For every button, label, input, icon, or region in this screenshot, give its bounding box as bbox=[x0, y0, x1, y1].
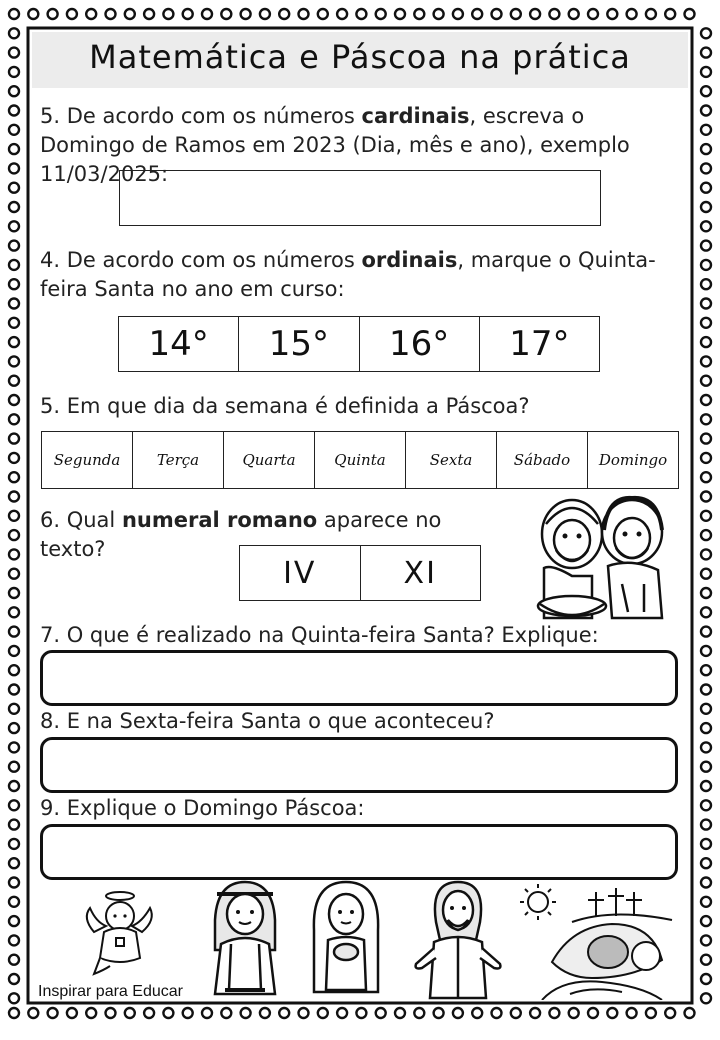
border-circle bbox=[607, 1008, 617, 1018]
border-circle bbox=[701, 163, 711, 173]
border-circle bbox=[549, 9, 559, 19]
border-circle bbox=[9, 202, 19, 212]
border-circle bbox=[9, 279, 19, 289]
border-circle bbox=[9, 376, 19, 386]
border-circle bbox=[183, 9, 193, 19]
ordinal-options bbox=[118, 316, 600, 372]
border-circle bbox=[9, 67, 19, 77]
page-title: Matemática e Páscoa na prática bbox=[89, 38, 631, 76]
border-circle bbox=[549, 1008, 559, 1018]
border-circle bbox=[701, 376, 711, 386]
border-circle bbox=[701, 144, 711, 154]
border-circle bbox=[125, 1008, 135, 1018]
border-circle bbox=[9, 106, 19, 116]
border-circle bbox=[144, 1008, 154, 1018]
border-circle bbox=[299, 1008, 309, 1018]
border-circle bbox=[701, 492, 711, 502]
border-circle bbox=[9, 916, 19, 926]
border-circle bbox=[414, 1008, 424, 1018]
question-domingo-pascoa: 9. Explique o Domingo Páscoa: bbox=[40, 796, 365, 820]
border-circle bbox=[701, 28, 711, 38]
border-circle bbox=[163, 1008, 173, 1018]
border-circle bbox=[9, 1008, 19, 1018]
border-circle bbox=[9, 762, 19, 772]
border-circle bbox=[183, 1008, 193, 1018]
question-weekday: 5. Em que dia da semana é definida a Páscoa? bbox=[40, 394, 530, 418]
border-circle bbox=[67, 1008, 77, 1018]
border-circle bbox=[701, 453, 711, 463]
border-circle bbox=[395, 1008, 405, 1018]
angel-illustration bbox=[80, 888, 160, 980]
border-circle bbox=[318, 9, 328, 19]
question-cardinais: 5. De acordo com os números cardinais, escreva o Domingo de Ramos em 2023 (Dia, mês e ano), exemplo 11/03/2025: bbox=[40, 104, 630, 186]
weekday-option[interactable]: Domingo bbox=[598, 451, 668, 469]
border-circle bbox=[9, 183, 19, 193]
ordinal-option[interactable]: 16° bbox=[360, 317, 480, 371]
border-circle bbox=[241, 9, 251, 19]
border-circle bbox=[701, 202, 711, 212]
question-ordinais: 4. De acordo com os números ordinais, marque o Quinta-feira Santa no ano em curso: bbox=[40, 248, 656, 301]
jesus-illustration bbox=[410, 878, 506, 1002]
border-circle bbox=[701, 414, 711, 424]
border-circle bbox=[414, 9, 424, 19]
border-circle bbox=[701, 955, 711, 965]
border-circle bbox=[202, 9, 212, 19]
weekday-option[interactable]: Terça bbox=[133, 432, 224, 488]
border-circle bbox=[530, 9, 540, 19]
border-circle bbox=[9, 781, 19, 791]
border-circle bbox=[701, 685, 711, 695]
border-circle bbox=[701, 260, 711, 270]
border-circle bbox=[701, 472, 711, 482]
border-circle bbox=[9, 356, 19, 366]
border-circle bbox=[9, 549, 19, 559]
border-circle bbox=[337, 1008, 347, 1018]
border-circle bbox=[9, 472, 19, 482]
border-circle bbox=[701, 993, 711, 1003]
border-circle bbox=[9, 742, 19, 752]
border-circle bbox=[9, 299, 19, 309]
border-circle bbox=[9, 935, 19, 945]
border-circle bbox=[701, 781, 711, 791]
border-circle bbox=[701, 106, 711, 116]
border-circle bbox=[472, 1008, 482, 1018]
border-circle bbox=[701, 723, 711, 733]
empty-tomb-illustration bbox=[512, 882, 678, 1000]
answer-box-sexta-feira[interactable] bbox=[40, 737, 678, 793]
border-circle bbox=[221, 9, 231, 19]
border-circle bbox=[701, 356, 711, 366]
border-circle bbox=[453, 9, 463, 19]
border-circle bbox=[9, 434, 19, 444]
question-number: 6. bbox=[40, 508, 61, 532]
border-circle bbox=[701, 125, 711, 135]
border-circle bbox=[472, 9, 482, 19]
border-circle bbox=[9, 260, 19, 270]
border-circle bbox=[9, 163, 19, 173]
border-circle bbox=[453, 1008, 463, 1018]
border-circle bbox=[492, 9, 502, 19]
border-circle bbox=[9, 569, 19, 579]
border-circle bbox=[9, 607, 19, 617]
roman-options bbox=[239, 545, 481, 601]
man-illustration bbox=[205, 880, 285, 1000]
border-circle bbox=[28, 1008, 38, 1018]
border-circle bbox=[48, 9, 58, 19]
border-circle bbox=[106, 1008, 116, 1018]
mary-illustration bbox=[308, 880, 384, 1000]
border-circle bbox=[9, 646, 19, 656]
border-circle bbox=[376, 1008, 386, 1018]
border-circle bbox=[356, 9, 366, 19]
border-circle bbox=[9, 665, 19, 675]
border-circle bbox=[9, 723, 19, 733]
border-circle bbox=[646, 1008, 656, 1018]
question-number: 5. bbox=[40, 104, 61, 128]
border-circle bbox=[260, 1008, 270, 1018]
border-circle bbox=[701, 646, 711, 656]
border-circle bbox=[685, 1008, 695, 1018]
border-circle bbox=[701, 935, 711, 945]
border-circle bbox=[241, 1008, 251, 1018]
question-sexta-feira: 8. E na Sexta-feira Santa o que aconteceu? bbox=[40, 709, 495, 733]
border-circle bbox=[144, 9, 154, 19]
border-circle bbox=[511, 9, 521, 19]
border-circle bbox=[9, 395, 19, 405]
question-number: 4. bbox=[40, 248, 61, 272]
weekday-option[interactable]: Segunda bbox=[42, 432, 133, 488]
border-circle bbox=[701, 530, 711, 540]
border-circle bbox=[701, 704, 711, 714]
border-circle bbox=[9, 627, 19, 637]
weekday-options bbox=[41, 431, 679, 489]
border-circle bbox=[530, 1008, 540, 1018]
border-circle bbox=[701, 742, 711, 752]
border-circle bbox=[701, 183, 711, 193]
border-circle bbox=[376, 9, 386, 19]
border-circle bbox=[337, 9, 347, 19]
roman-option[interactable]: XI bbox=[403, 555, 437, 591]
weekday-option[interactable]: Sexta bbox=[406, 432, 497, 488]
border-circle bbox=[511, 1008, 521, 1018]
border-circle bbox=[627, 9, 637, 19]
border-circle bbox=[9, 530, 19, 540]
border-circle bbox=[202, 1008, 212, 1018]
question-roman: 6. Qual numeral romano aparece no texto? bbox=[40, 508, 442, 561]
border-circle bbox=[9, 221, 19, 231]
border-circle bbox=[701, 588, 711, 598]
border-circle bbox=[9, 588, 19, 598]
border-circle bbox=[701, 86, 711, 96]
border-circle bbox=[588, 9, 598, 19]
border-circle bbox=[701, 916, 711, 926]
border-circle bbox=[569, 9, 579, 19]
border-circle bbox=[701, 665, 711, 675]
border-circle bbox=[356, 1008, 366, 1018]
border-circle bbox=[701, 858, 711, 868]
border-circle bbox=[665, 9, 675, 19]
footer-credit: Inspirar para Educar bbox=[38, 983, 183, 1000]
bold-keyword: numeral romano bbox=[121, 508, 318, 532]
border-circle bbox=[48, 1008, 58, 1018]
border-circle bbox=[9, 993, 19, 1003]
border-circle bbox=[9, 48, 19, 58]
ordinal-option[interactable]: 17° bbox=[509, 324, 570, 364]
border-circle bbox=[9, 414, 19, 424]
answer-box-quinta-feira[interactable] bbox=[40, 650, 678, 706]
roman-option[interactable]: IV bbox=[240, 546, 361, 600]
border-circle bbox=[9, 241, 19, 251]
border-circle bbox=[9, 800, 19, 810]
border-circle bbox=[9, 955, 19, 965]
border-circle bbox=[701, 878, 711, 888]
border-circle bbox=[701, 241, 711, 251]
border-circle bbox=[9, 337, 19, 347]
border-circle bbox=[9, 974, 19, 984]
border-circle bbox=[9, 511, 19, 521]
border-circle bbox=[9, 685, 19, 695]
border-circle bbox=[9, 820, 19, 830]
border-circle bbox=[701, 800, 711, 810]
border-circle bbox=[701, 820, 711, 830]
border-circle bbox=[279, 1008, 289, 1018]
border-circle bbox=[607, 9, 617, 19]
border-circle bbox=[701, 318, 711, 328]
border-circle bbox=[125, 9, 135, 19]
border-circle bbox=[701, 607, 711, 617]
border-circle bbox=[701, 627, 711, 637]
border-circle bbox=[9, 318, 19, 328]
border-circle bbox=[434, 9, 444, 19]
border-circle bbox=[701, 395, 711, 405]
weekday-option[interactable]: Sábado bbox=[497, 432, 588, 488]
border-circle bbox=[701, 569, 711, 579]
border-circle bbox=[701, 511, 711, 521]
border-circle bbox=[701, 762, 711, 772]
border-circle bbox=[318, 1008, 328, 1018]
border-circle bbox=[9, 858, 19, 868]
border-circle bbox=[646, 9, 656, 19]
border-circle bbox=[9, 86, 19, 96]
bold-keyword: cardinais bbox=[361, 104, 470, 128]
border-circle bbox=[9, 28, 19, 38]
border-circle bbox=[221, 1008, 231, 1018]
border-circle bbox=[492, 1008, 502, 1018]
border-circle bbox=[9, 144, 19, 154]
border-circle bbox=[299, 9, 309, 19]
bold-keyword: ordinais bbox=[361, 248, 458, 272]
answer-box-domingo-pascoa[interactable] bbox=[40, 824, 678, 880]
border-circle bbox=[701, 839, 711, 849]
weekday-option[interactable]: Quarta bbox=[224, 432, 315, 488]
border-circle bbox=[163, 9, 173, 19]
border-circle bbox=[9, 704, 19, 714]
border-circle bbox=[701, 48, 711, 58]
border-circle bbox=[9, 878, 19, 888]
border-circle bbox=[9, 492, 19, 502]
border-circle bbox=[106, 9, 116, 19]
border-circle bbox=[701, 897, 711, 907]
border-circle bbox=[9, 897, 19, 907]
border-circle bbox=[701, 337, 711, 347]
border-circle bbox=[701, 974, 711, 984]
border-circle bbox=[9, 9, 19, 19]
border-circle bbox=[701, 299, 711, 309]
border-circle bbox=[279, 9, 289, 19]
question-quinta-feira: 7. O que é realizado na Quinta-feira Santa? Explique: bbox=[40, 623, 599, 647]
border-circle bbox=[86, 1008, 96, 1018]
border-circle bbox=[627, 1008, 637, 1018]
border-circle bbox=[9, 839, 19, 849]
answer-box-date[interactable] bbox=[119, 170, 601, 226]
border-circle bbox=[9, 453, 19, 463]
border-circle bbox=[685, 9, 695, 19]
border-circle bbox=[701, 549, 711, 559]
border-circle bbox=[260, 9, 270, 19]
border-circle bbox=[434, 1008, 444, 1018]
ordinal-option[interactable]: 14° bbox=[119, 317, 239, 371]
ordinal-option[interactable]: 15° bbox=[239, 317, 359, 371]
border-circle bbox=[395, 9, 405, 19]
border-circle bbox=[569, 1008, 579, 1018]
border-circle bbox=[588, 1008, 598, 1018]
border-circle bbox=[86, 9, 96, 19]
border-circle bbox=[9, 125, 19, 135]
border-circle bbox=[701, 434, 711, 444]
border-circle bbox=[665, 1008, 675, 1018]
border-circle bbox=[701, 67, 711, 77]
border-circle bbox=[701, 221, 711, 231]
weekday-option[interactable]: Quinta bbox=[315, 432, 406, 488]
border-circle bbox=[28, 9, 38, 19]
border-circle bbox=[67, 9, 77, 19]
border-circle bbox=[701, 279, 711, 289]
foot-washing-illustration bbox=[532, 494, 678, 624]
